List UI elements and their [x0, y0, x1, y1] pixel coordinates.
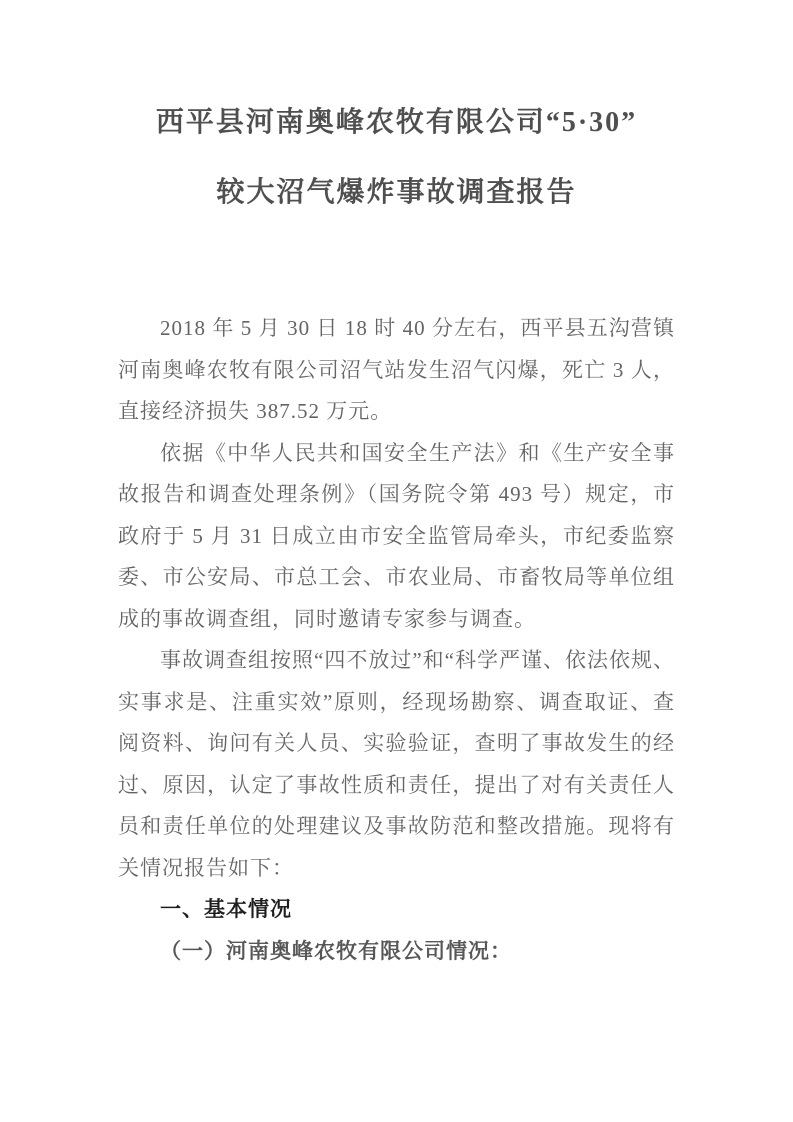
paragraph-investigation-basis: 依据《中华人民共和国安全生产法》和《生产安全事故报告和调查处理条例》（国务院令第 493 号）规定，市政府于 5 月 31 日成立由市安全监管局牵头，市纪委监察委、市公安局、市总工会、市农业局、市畜牧局等单位组成的事故调查组，同时邀请专家参与调查。 — [118, 440, 675, 631]
section-heading-basic-situation: 一、基本情况 — [160, 898, 292, 921]
subsection-heading-company-situation: （一）河南奥峰农牧有限公司情况： — [160, 938, 512, 963]
document-title-line-2: 较大沼气爆炸事故调查报告 — [216, 177, 577, 208]
document-body — [118, 308, 675, 972]
document-title-line-1: 西平县河南奥峰农牧有限公司“5·30” — [155, 107, 638, 138]
document-title — [110, 88, 683, 228]
paragraph-incident-summary: 2018 年 5 月 30 日 18 时 40 分左右，西平县五沟营镇河南奥峰农牧有限公司沼气站发生沼气闪爆，死亡 3 人，直接经济损失 387.52 万元。 — [118, 316, 675, 423]
paragraph-investigation-process: 事故调查组按照“四不放过”和“科学严谨、依法依规、实事求是、注重实效”原则，经现场勘察、调查取证、查阅资料、询问有关人员、实验验证，查明了事故发生的经过、原因，认定了事故性质和责任，提出了对有关责任人员和责任单位的处理建议及事故防范和整改措施。现将有关情况报告如下： — [118, 648, 675, 880]
